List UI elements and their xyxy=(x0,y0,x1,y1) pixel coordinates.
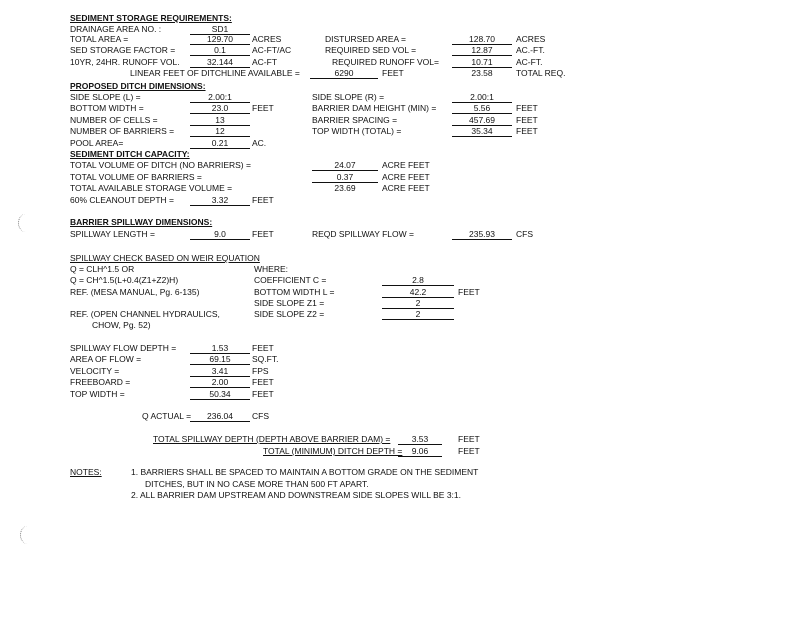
reqd-flow-label: REQD SPILLWAY FLOW = xyxy=(312,229,414,239)
z1-value: 2 xyxy=(382,298,454,309)
disturbed-unit: ACRES xyxy=(516,34,546,44)
side-slope-r-value: 2.00:1 xyxy=(452,92,512,103)
total-vol-label: TOTAL VOLUME OF DITCH (NO BARRIERS) = xyxy=(70,160,251,170)
req-runoff-value: 10.71 xyxy=(452,57,512,68)
where-label: WHERE: xyxy=(254,264,288,274)
top-width-unit: FEET xyxy=(516,126,538,136)
weir-ref1: REF. (MESA MANUAL, Pg. 6-135) xyxy=(70,287,200,297)
linear-feet-value: 6290 xyxy=(310,68,378,79)
bottom-width-value: 23.0 xyxy=(190,103,250,114)
total-vol-unit: ACRE FEET xyxy=(382,160,430,170)
section-title-storage: SEDIMENT STORAGE REQUIREMENTS: xyxy=(70,13,232,23)
weir-ref2b: CHOW, Pg. 52) xyxy=(92,320,151,330)
total-area-value: 129.70 xyxy=(190,34,250,45)
total-area-label: TOTAL AREA = xyxy=(70,34,129,44)
cleanout-label: 60% CLEANOUT DEPTH = xyxy=(70,195,175,205)
pool-area-value: 0.21 xyxy=(190,138,250,149)
disturbed-value: 128.70 xyxy=(452,34,512,45)
dam-height-label: BARRIER DAM HEIGHT (MIN) = xyxy=(312,103,437,113)
total-spill-depth-unit: FEET xyxy=(458,434,480,444)
req-sed-label: REQUIRED SED VOL = xyxy=(325,45,417,55)
top-width-flow-unit: FEET xyxy=(252,389,274,399)
runoff-value: 32.144 xyxy=(190,57,250,68)
freeboard-value: 2.00 xyxy=(190,377,250,388)
flow-depth-unit: FEET xyxy=(252,343,274,353)
total-ditch-depth-value: 9.06 xyxy=(398,446,442,457)
cleanout-value: 3.32 xyxy=(190,195,250,206)
spillway-length-value: 9.0 xyxy=(190,229,250,240)
top-width-flow-label: TOP WIDTH = xyxy=(70,389,125,399)
disturbed-label: DISTURSED AREA = xyxy=(325,34,407,44)
z2-label: SIDE SLOPE Z2 = xyxy=(254,309,325,319)
note-2: 2. ALL BARRIER DAM UPSTREAM AND DOWNSTREAM SIDE SLOPES WILL BE 3:1. xyxy=(131,490,462,500)
drainage-value: SD1 xyxy=(190,24,250,35)
q-actual-label: Q ACTUAL = xyxy=(142,411,192,421)
total-area-unit: ACRES xyxy=(252,34,282,44)
avail-storage-unit: ACRE FEET xyxy=(382,183,430,193)
flow-area-unit: SQ.FT. xyxy=(252,354,279,364)
drainage-label: DRAINAGE AREA NO. : xyxy=(70,24,162,34)
flow-area-value: 69.15 xyxy=(190,354,250,365)
spacing-unit: FEET xyxy=(516,115,538,125)
side-slope-r-label: SIDE SLOPE (R) = xyxy=(312,92,385,102)
binder-hole-mark xyxy=(20,526,35,544)
sed-factor-label: SED STORAGE FACTOR = xyxy=(70,45,176,55)
sed-factor-unit: AC-FT/AC xyxy=(252,45,292,55)
velocity-label: VELOCITY = xyxy=(70,366,120,376)
req-runoff-unit: AC-FT. xyxy=(516,57,543,67)
weir-title: SPILLWAY CHECK BASED ON WEIR EQUATION xyxy=(70,253,260,263)
bottom-width-unit: FEET xyxy=(252,103,274,113)
section-title-spillway: BARRIER SPILLWAY DIMENSIONS: xyxy=(70,217,213,227)
velocity-value: 3.41 xyxy=(190,366,250,377)
dam-height-value: 5.56 xyxy=(452,103,512,114)
freeboard-label: FREEBOARD = xyxy=(70,377,131,387)
total-spill-depth-label: TOTAL SPILLWAY DEPTH (DEPTH ABOVE BARRIER DAM) = xyxy=(153,434,391,444)
side-slope-l-label: SIDE SLOPE (L) = xyxy=(70,92,141,102)
bottom-width-label: BOTTOM WIDTH = xyxy=(70,103,144,113)
cells-value: 13 xyxy=(190,115,250,126)
z1-label: SIDE SLOPE Z1 = xyxy=(254,298,325,308)
req-sed-unit: AC.-FT. xyxy=(516,45,545,55)
total-ditch-depth-label: TOTAL (MINIMUM) DITCH DEPTH = xyxy=(263,446,403,456)
flow-depth-label: SPILLWAY FLOW DEPTH = xyxy=(70,343,177,353)
coef-value: 2.8 xyxy=(382,275,454,286)
spacing-value: 457.69 xyxy=(452,115,512,126)
barriers-vol-value: 0.37 xyxy=(312,172,378,183)
spillway-length-label: SPILLWAY LENGTH = xyxy=(70,229,155,239)
req-runoff-label: REQUIRED RUNOFF VOL= xyxy=(332,57,439,67)
pool-area-label: POOL AREA= xyxy=(70,138,124,148)
total-req-unit: TOTAL REQ. xyxy=(516,68,566,78)
top-width-value: 35.34 xyxy=(452,126,512,137)
bottom-width-l-value: 42.2 xyxy=(382,287,454,298)
cells-label: NUMBER OF CELLS = xyxy=(70,115,158,125)
linear-feet-unit: FEET xyxy=(382,68,404,78)
pool-area-unit: AC. xyxy=(252,138,267,148)
q-actual-unit: CFS xyxy=(252,411,269,421)
total-vol-value: 24.07 xyxy=(312,160,378,171)
notes-label: NOTES: xyxy=(70,467,102,477)
barriers-vol-label: TOTAL VOLUME OF BARRIERS = xyxy=(70,172,202,182)
z2-value: 2 xyxy=(382,309,454,320)
top-width-label: TOP WIDTH (TOTAL) = xyxy=(312,126,402,136)
flow-depth-value: 1.53 xyxy=(190,343,250,354)
cleanout-unit: FEET xyxy=(252,195,274,205)
dam-height-unit: FEET xyxy=(516,103,538,113)
spillway-length-unit: FEET xyxy=(252,229,274,239)
avail-storage-value: 23.69 xyxy=(334,183,356,193)
avail-storage-label: TOTAL AVAILABLE STORAGE VOLUME = xyxy=(70,183,233,193)
section-title-ditch: PROPOSED DITCH DIMENSIONS: xyxy=(70,81,206,91)
bottom-width-l-label: BOTTOM WIDTH L = xyxy=(254,287,335,297)
barriers-value: 12 xyxy=(190,126,250,137)
top-width-flow-value: 50.34 xyxy=(190,389,250,400)
runoff-label: 10YR, 24HR. RUNOFF VOL. xyxy=(70,57,180,67)
total-ditch-depth-unit: FEET xyxy=(458,446,480,456)
sed-factor-value: 0.1 xyxy=(190,45,250,56)
bottom-width-l-unit: FEET xyxy=(458,287,480,297)
note-1b: DITCHES, BUT IN NO CASE MORE THAN 500 FT APART. xyxy=(145,479,369,489)
section-title-capacity: SEDIMENT DITCH CAPACITY: xyxy=(70,149,190,159)
weir-eq2: Q = CH^1.5(L+0.4(Z1+Z2)H) xyxy=(70,275,179,285)
barriers-label: NUMBER OF BARRIERS = xyxy=(70,126,175,136)
total-spill-depth-value: 3.53 xyxy=(398,434,442,445)
note-1a: 1. BARRIERS SHALL BE SPACED TO MAINTAIN A BOTTOM GRADE ON THE SEDIMENT xyxy=(131,467,479,477)
weir-ref2a: REF. (OPEN CHANNEL HYDRAULICS, xyxy=(70,309,220,319)
total-req-value: 23.58 xyxy=(471,68,493,78)
freeboard-unit: FEET xyxy=(252,377,274,387)
side-slope-l-value: 2.00:1 xyxy=(190,92,250,103)
flow-area-label: AREA OF FLOW = xyxy=(70,354,142,364)
spacing-label: BARRIER SPACING = xyxy=(312,115,398,125)
linear-feet-label: LINEAR FEET OF DITCHLINE AVAILABLE = xyxy=(130,68,300,78)
barriers-vol-unit: ACRE FEET xyxy=(382,172,430,182)
reqd-flow-value: 235.93 xyxy=(452,229,512,240)
coef-label: COEFFICIENT C = xyxy=(254,275,327,285)
q-actual-value: 236.04 xyxy=(190,411,250,422)
weir-eq1: Q = CLH^1.5 OR xyxy=(70,264,135,274)
binder-hole-mark xyxy=(18,214,33,232)
reqd-flow-unit: CFS xyxy=(516,229,533,239)
runoff-unit: AC-FT xyxy=(252,57,278,67)
req-sed-value: 12.87 xyxy=(452,45,512,56)
velocity-unit: FPS xyxy=(252,366,269,376)
